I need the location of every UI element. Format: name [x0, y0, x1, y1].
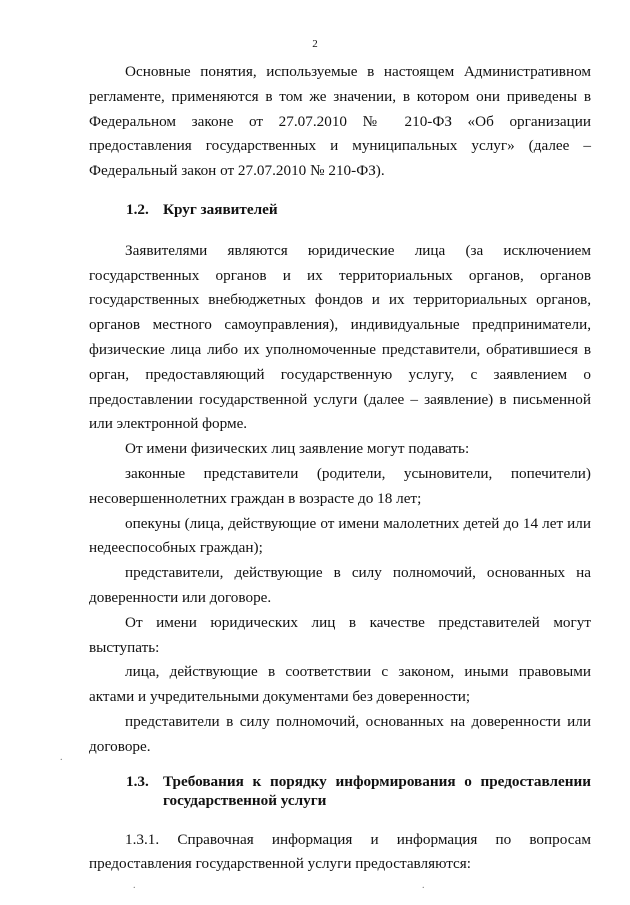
section-number: 1.2. — [126, 200, 149, 218]
section-heading-1-2 — [89, 198, 591, 223]
section-heading-1-3 — [89, 772, 591, 810]
page-number: 2 — [312, 38, 318, 50]
paragraph-legal-representatives: законные представители (родители, усыновители, попечители) несовершеннолетних граждан в возрасте до 18 лет; — [89, 464, 591, 507]
section-number: 1.3. — [126, 772, 149, 790]
scan-speck: . — [133, 880, 136, 891]
paragraph-intro: Основные понятия, используемые в настоящем Административном регламенте, применяются в том же значении, в котором они приведены в Федеральном законе от 27.07.2010 № 210-ФЗ «Об организации предоставления государственных и муниципальных услуг» (далее – Федеральный закон от 27.07.2010 № 210-ФЗ). — [89, 63, 591, 180]
section-title: Требования к порядку информирования о предоставлении государственной услуги — [163, 772, 591, 809]
paragraph-legal-representatives-power: представители в силу полномочий, основанных на доверенности или договоре. — [89, 712, 591, 755]
document-body — [89, 60, 591, 877]
scan-speck: . — [60, 752, 63, 763]
paragraph-legal-persons: лица, действующие в соответствии с законом, иными правовыми актами и учредительными документами без доверенности; — [89, 663, 591, 706]
paragraph-individuals-intro: От имени физических лиц заявление могут подавать: — [125, 440, 470, 458]
scan-speck: . — [422, 880, 425, 891]
paragraph-representatives-power: представители, действующие в силу полномочий, основанных на доверенности или договоре. — [89, 564, 591, 606]
paragraph-applicants: Заявителями являются юридические лица (за исключением государственных органов и их территориальных органов, органов государственных внебюджетных фондов и их территориальных органов, органов местного самоуправления), индивидуальные предприниматели, физические лица либо их уполномоченные представители, обратившиеся в орган, предоставляющий государственную услугу, с заявлением о предоставлении государственной услуги (далее – заявление) в письменной или электронной форме. — [89, 241, 591, 433]
paragraph-info-provision: 1.3.1. Справочная информация и информация по вопросам предоставления государственной услуги предоставляются: — [89, 830, 591, 873]
paragraph-legal-entities-intro: От имени юридических лиц в качестве представителей могут выступать: — [89, 613, 591, 656]
paragraph-guardians: опекуны (лица, действующие от имени малолетних детей до 14 лет или недееспособных граждан); — [89, 514, 591, 557]
section-title: Круг заявителей — [163, 200, 278, 218]
